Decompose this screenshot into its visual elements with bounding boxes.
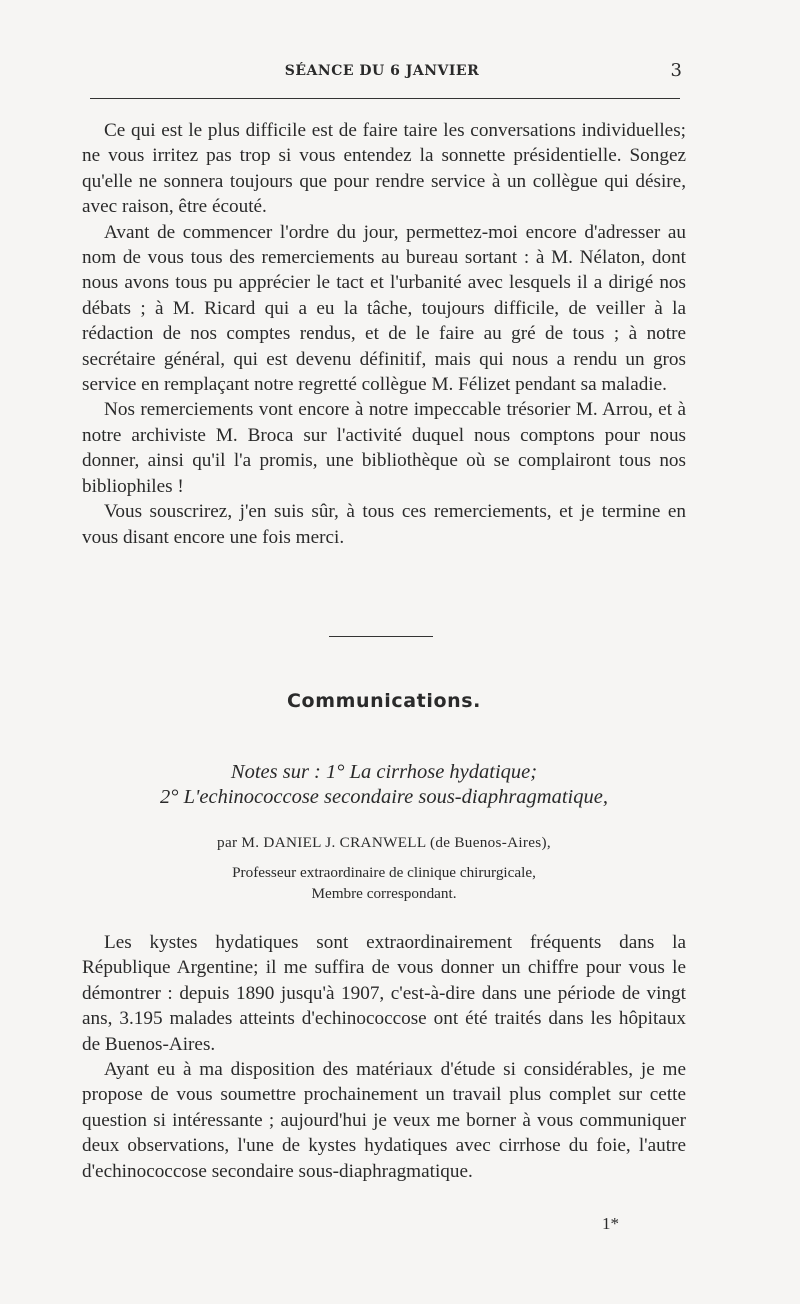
- section-divider: [329, 636, 433, 637]
- running-head: [82, 60, 682, 84]
- paper-title-line-2: 2° L'echinococcose secondaire sous-diaphragmatique,: [160, 786, 608, 808]
- running-title: SÉANCE DU 6 JANVIER: [284, 63, 480, 79]
- paragraph: Ce qui est le plus difficile est de faire taire les conversations individuelles; ne vous irritez pas trop si vous entendez la sonnette présidentielle. Songez qu'elle ne sonnera toujours que pour rendre service à un collègue qui désire, avec raison, être écouté.: [82, 120, 686, 218]
- author-affiliation: Professeur extraordinaire de clinique chirurgicale,: [232, 864, 536, 881]
- section-heading: Communications.: [287, 690, 481, 712]
- paragraph: Vous souscrirez, j'en suis sûr, à tous ces remerciements, et je termine en vous disant encore une fois merci.: [82, 501, 686, 548]
- paragraph: Ayant eu à ma disposition des matériaux d'étude si considérables, je me propose de vous soumettre prochainement un travail plus complet sur cette question si intéressante ; aujourd'hui je veux me borner à vous communiquer deux observations, l'une de kystes hydatiques avec cirrhose du foie, l'autre d'echinococcose secondaire sous-diaphragmatique.: [82, 1059, 686, 1182]
- paper-title-line-1: Notes sur : 1° La cirrhose hydatique;: [230, 761, 538, 783]
- author-membership: Membre correspondant.: [311, 885, 457, 902]
- intro-text: [82, 118, 686, 550]
- author-byline: par M. DANIEL J. CRANWELL (de Buenos-Aires),: [217, 834, 551, 851]
- paragraph: Avant de commencer l'ordre du jour, permettez-moi encore d'adresser au nom de vous tous des remerciements au bureau sortant : à M. Nélaton, dont nous avons tous pu apprécier le tact et l'urbanité avec lesquels il a dirigé nos débats ; à M. Ricard qui a eu la tâche, toujours difficile, de veiller à la rédaction de nos comptes rendus, et de le faire au gré de tous ; à notre secrétaire général, qui est devenu définitif, mais qui nous a rendu un gros service en remplaçant notre regretté collègue M. Félizet pendant sa maladie.: [82, 221, 686, 396]
- header-rule: [90, 98, 680, 99]
- paragraph: Nos remerciements vont encore à notre impeccable trésorier M. Arrou, et à notre archiviste M. Broca sur l'activité duquel nous comptons pour nous donner, ainsi qu'il l'a promis, une bibliothèque où se complairont tous nos bibliophiles !: [82, 399, 686, 497]
- paragraph: Les kystes hydatiques sont extraordinairement fréquents dans la République Argentine; il me suffira de vous donner un chiffre pour vous le démontrer : depuis 1890 jusqu'à 1907, c'est-à-dire dans une période de vingt ans, 3.195 malades atteints d'echinococcose ont été traités dans les hôpitaux de Buenos-Aires.: [82, 932, 686, 1055]
- page-number: 3: [670, 60, 682, 81]
- signature-mark: 1*: [602, 1214, 619, 1233]
- paper-body: [82, 930, 686, 1184]
